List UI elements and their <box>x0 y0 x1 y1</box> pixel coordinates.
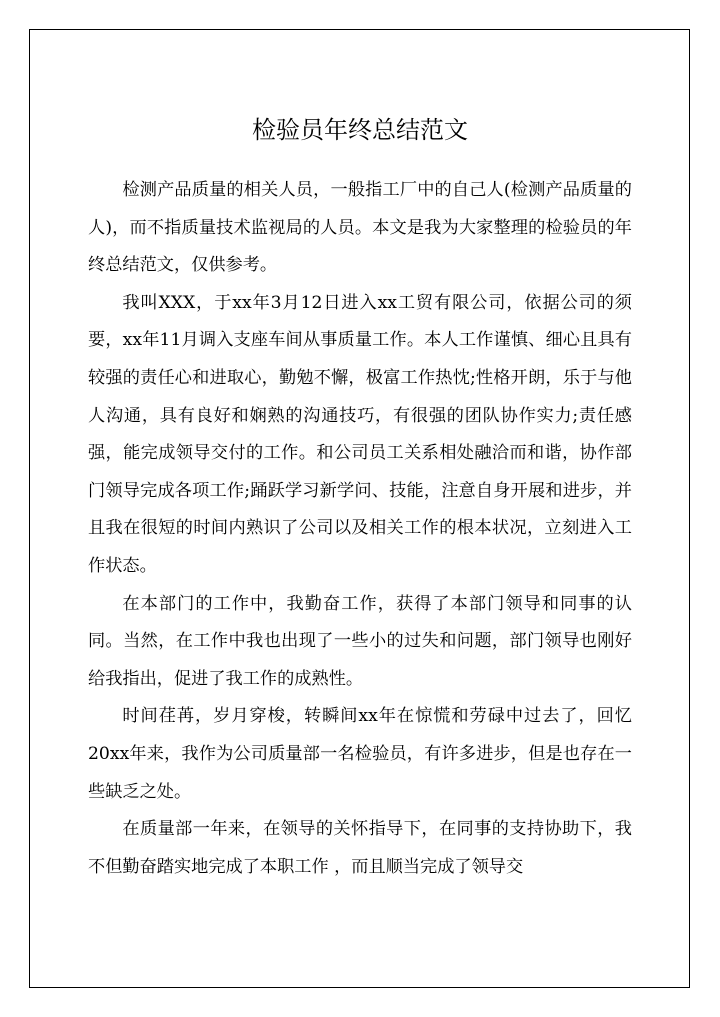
paragraph: 在质量部一年来，在领导的关怀指导下，在同事的支持协助下，我不但勤奋踏实地完成了本职工作 ，而且顺当完成了领导交 <box>88 819 632 877</box>
paragraph: 检测产品质量的相关人员，一般指工厂中的自己人(检测产品质量的人)，而不指质量技术监视局的人员。本文是我为大家整理的检验员的年终总结范文，仅供参考。 <box>88 180 632 276</box>
paragraph: 在本部门的工作中，我勤奋工作，获得了本部门领导和同事的认同。当然，在工作中我也出现了一些小的过失和问题，部门领导也刚好给我指出，促进了我工作的成熟性。 <box>88 593 632 689</box>
document-title: 检验员年终总结范文 <box>252 116 468 144</box>
document-body <box>88 172 632 886</box>
paragraph: 我叫XXX，于xx年3月12日进入xx工贸有限公司，依据公司的须要，xx年11月调入支座车间从事质量工作。本人工作谨慎、细心且具有较强的责任心和进取心，勤勉不懈，极富工作热忱;性格开朗，乐于与他人沟通，具有良好和娴熟的沟通技巧，有很强的团队协作实力;责任感强，能完成领导交付的工作。和公司员工关系相处融洽而和谐，协作部门领导完成各项工作;踊跃学习新学问、技能，注意自身开展和进步，并且我在很短的时间内熟识了公司以及相关工作的根本状况，立刻进入工作状态。 <box>88 292 632 576</box>
paragraph: 时间荏苒，岁月穿梭，转瞬间xx年在惊慌和劳碌中过去了，回忆20xx年来，我作为公司质量部一名检验员，有许多进步，但是也存在一些缺乏之处。 <box>88 706 632 802</box>
